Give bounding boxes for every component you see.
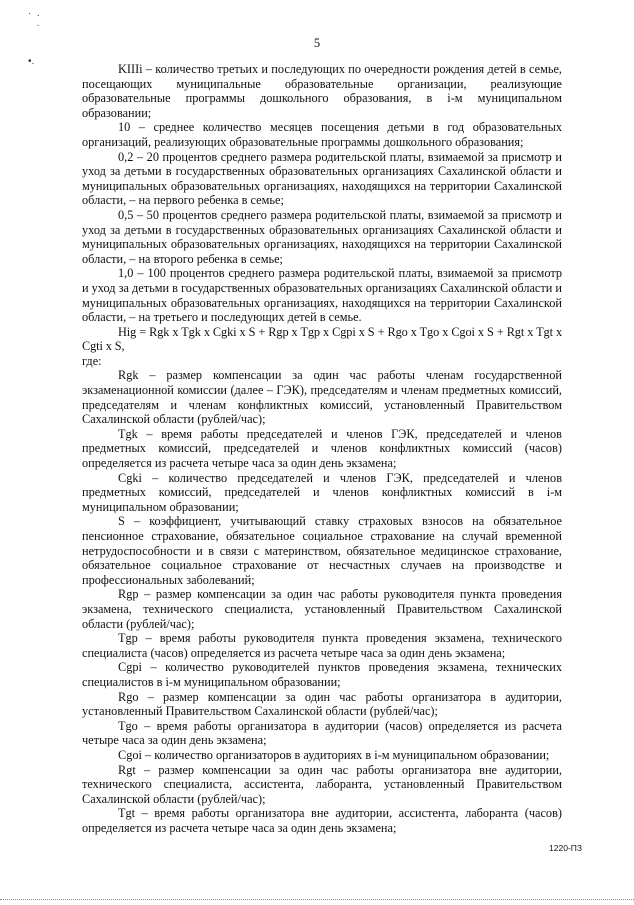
paragraph-10-months: 10 – среднее количество месяцев посещения детьми в год образовательных организаций, реализующих образовательные программы дошкольного образования; [82,120,562,149]
page-number: 5 [313,36,321,50]
page-bottom-edge [0,899,634,901]
document-code: 1220-ПЗ [549,843,582,853]
paragraph-coef-1-0: 1,0 – 100 процентов среднего размера родительской платы, взимаемой за присмотр и уход за детьми в государственных образовательных организациях Сахалинской области и муниципальных образовательных организациях, находящихся на территории Сахалинской области, – на третьего и последующих детей в семье. [82,266,562,325]
paragraph-coef-0-5: 0,5 – 50 процентов среднего размера родительской платы, взимаемой за присмотр и уход за детьми в государственных образовательных организациях Сахалинской области и муниципальных образовательных организациях, находящихся на территории Сахалинской области, – на второго ребенка в семье; [82,207,562,266]
paragraph-coef-0-2: 0,2 – 20 процентов среднего размера родительской платы, взимаемой за присмотр и уход за детьми в государственных образовательных организациях Сахалинской области и муниципальных образовательных организациях, находящихся на территории Сахалинской области, – на первого ребенка в семье; [82,149,562,208]
paragraph-rgt: Rgt – размер компенсации за один час работы организатора вне аудитории, технического специалиста, ассистента, лаборанта, установленный Правительством Сахалинской области (рублей/час); [82,762,562,806]
paragraph-tgp: Tgp – время работы руководителя пункта проведения экзамена, технического специалиста (часов) определяется из расчета четыре часа за один день экзамена; [82,631,562,660]
paragraph-kiii: KIIIi – количество третьих и последующих по очередности рождения детей в семье, посещающих муниципальные образовательные организации, реализующие образовательные программы дошкольного образования, в i-м муниципальном образовании; [82,62,562,120]
paragraph-tgk: Tgk – время работы председателей и членов ГЭК, председателей и членов предметных комиссий, председателей и членов конфликтных комиссий (часов) определяется из расчета четыре часа за один день экзамена; [82,426,562,471]
paragraph-rgk: Rgk – размер компенсации за один час работы членам государственной экзаменационной комиссии (далее – ГЭК), председателям и членам предметных комиссий, председателям и членам конфликтных комиссий, установленный Правительством Сахалинской области (рублей/час); [82,368,562,427]
paragraph-tgt: Tgt – время работы организатора вне аудитории, ассистента, лаборанта (часов) определяется из расчета четыре часа за один день экзамена; [82,806,562,835]
document-body [82,62,562,835]
where-label: где: [82,353,102,368]
paragraph-cgki: Cgki – количество председателей и членов ГЭК, председателей и членов предметных комиссий, председателей и членов конфликтных комиссий в i-м муниципальном образовании; [82,470,562,514]
paragraph-s: S – коэффициент, учитывающий ставку страховых взносов на обязательное пенсионное страхование, обязательное социальное страхование на случай временной нетрудоспособности и в связи с материнством, обязательное медицинское страхование, обязательное социальное страхование от несчастных случаев на производстве и профессиональных заболеваний; [82,514,562,587]
paragraph-rgp: Rgp – размер компенсации за один час работы руководителя пункта проведения экзамена, технического специалиста, установленный Правительством Сахалинской области (рублей/час); [82,587,562,631]
formula-hig: Hig = Rgk x Tgk x Cgki x S + Rgp x Tgp x Cgpi x S + Rgo x Tgo x Cgoi x S + Rgt x Tgt x Cgti x S, [82,324,562,354]
paragraph-tgo: Tgo – время работы организатора в аудитории (часов) определяется из расчета четыре часа за один день экзамена; [82,718,562,748]
paragraph-rgo: Rgo – размер компенсации за один час работы организатора в аудитории, установленный Правительством Сахалинской области (рублей/час); [82,689,562,719]
paragraph-cgoi: Cgoi – количество организаторов в аудиториях в i-м муниципальном образовании; [118,747,550,762]
scan-marks: · . · •. [28,8,40,67]
paragraph-cgpi: Cgpi – количество руководителей пунктов проведения экзамена, технических специалистов в i-м муниципальном образовании; [82,660,562,689]
